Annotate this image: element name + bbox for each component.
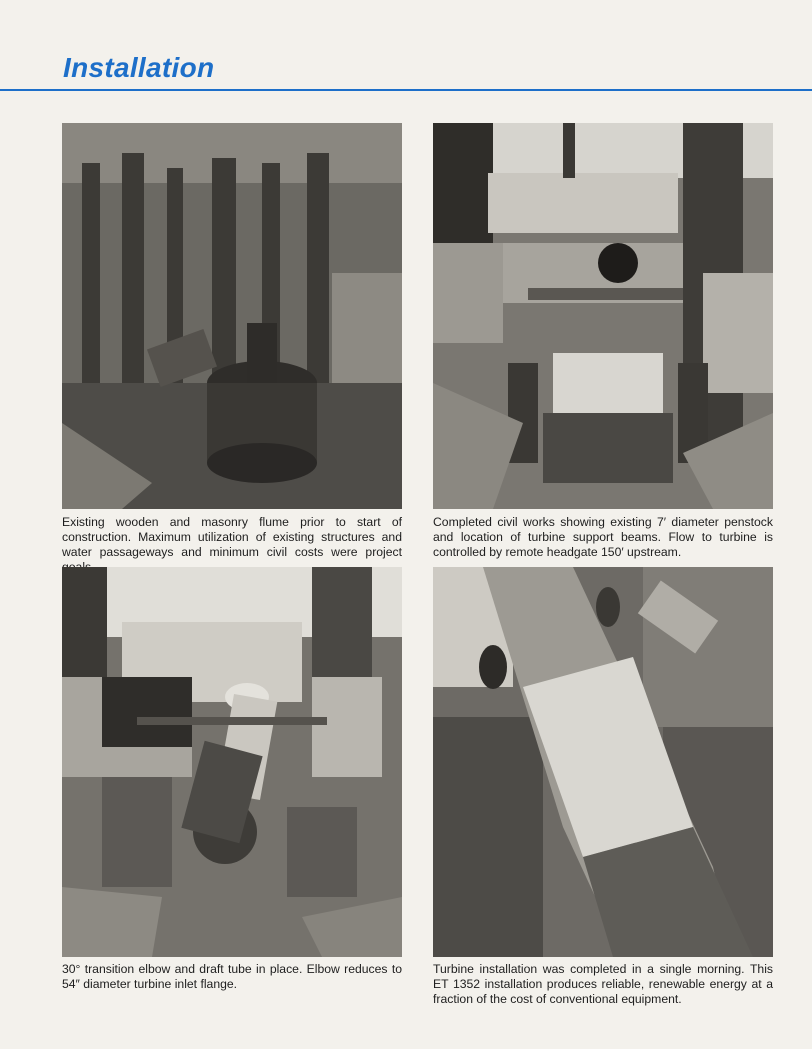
caption-turbine-installation: Turbine installation was completed in a single morning. This ET 1352 installation produces reliable, renewable energy at a fraction of the cost of conventional equipment. [433,962,773,1006]
caption-wooden-flume: Existing wooden and masonry flume prior to start of construction. Maximum utilization of existing structures and water passageways and minimum civil costs were project [62,515,402,559]
caption-transition-elbow: 30° transition elbow and draft tube in place. Elbow reduces to 54″ diameter turbine inlet flange. [62,962,402,991]
title-rule [0,89,812,91]
page-title: Installation [63,52,215,83]
photo-turbine-installation [433,567,773,957]
photo-civil-works [433,123,773,509]
photo-transition-elbow [62,567,402,957]
caption-civil-works: Completed civil works showing existing 7′ diameter penstock and location of turbine support beams. Flow to turbine is controlled by remote headgate 150′ upstream. [433,515,773,559]
photo-wooden-flume [62,123,402,509]
